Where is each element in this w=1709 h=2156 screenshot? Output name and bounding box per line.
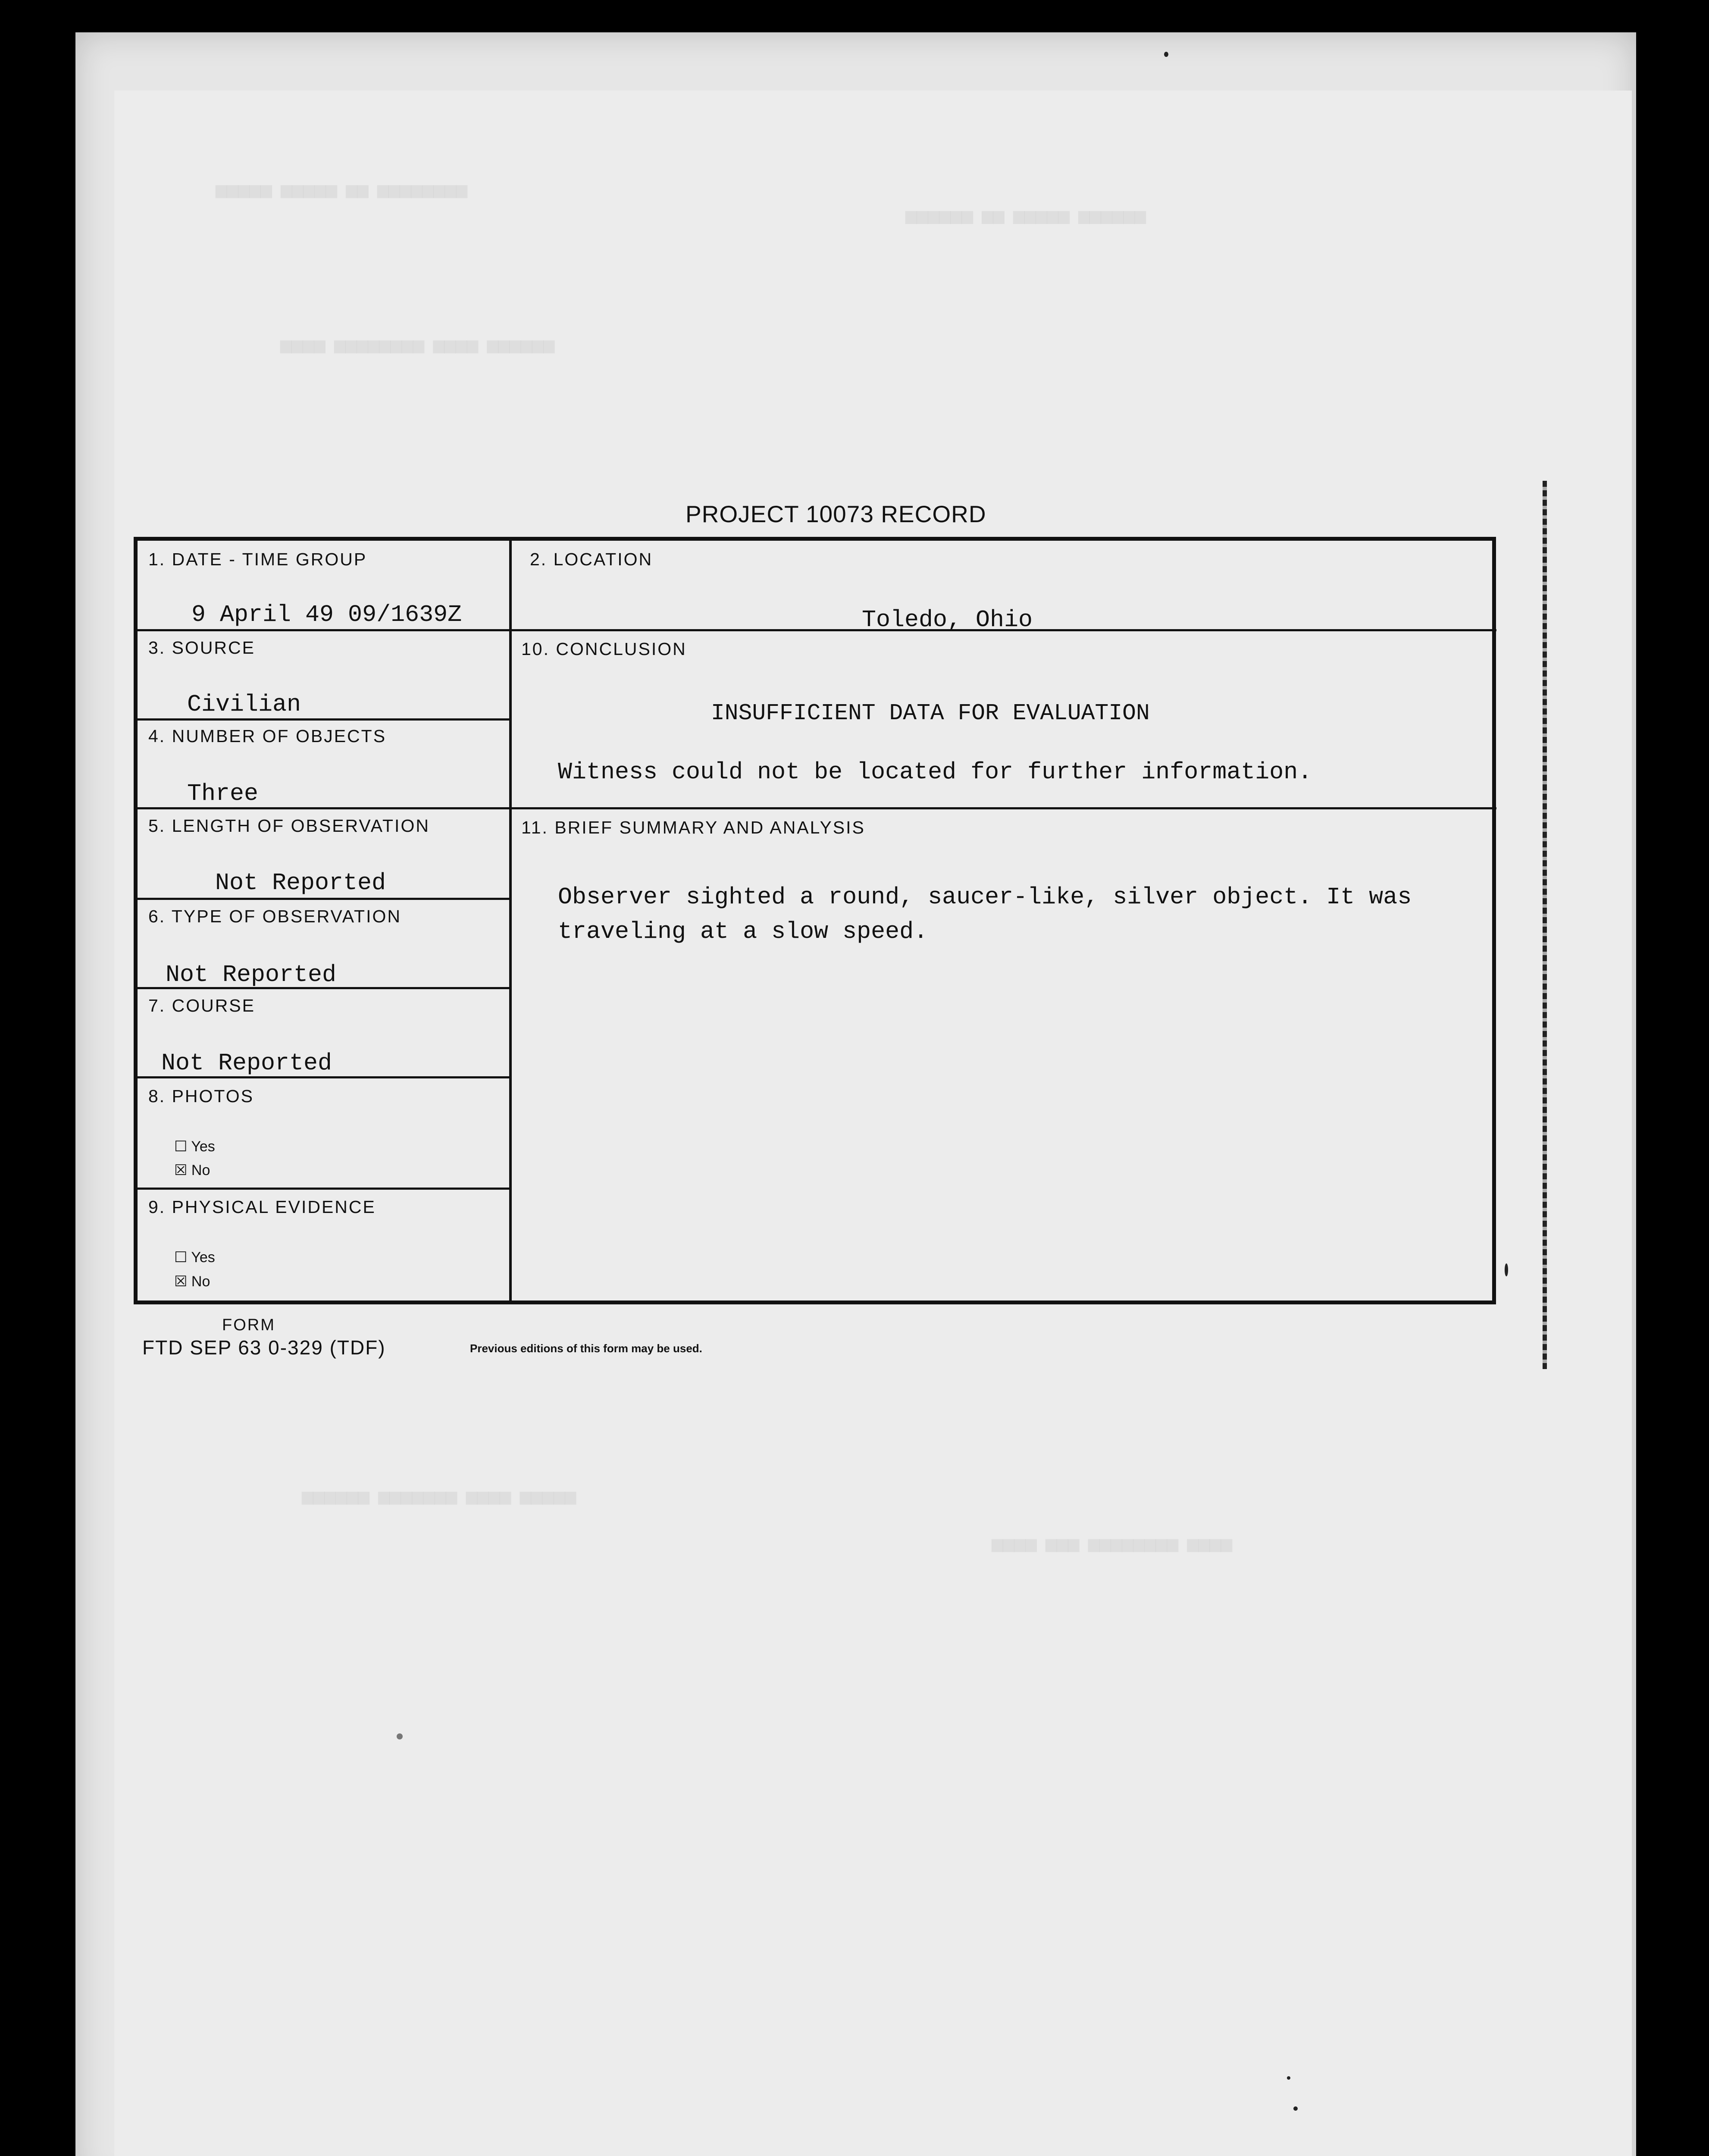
location-value: Toledo, Ohio — [862, 606, 1033, 633]
row-divider — [138, 1188, 509, 1190]
row-divider — [509, 807, 1496, 809]
bleed-through-text: ▆▆▆▆▆▆ ▆▆▆▆▆▆▆ ▆▆▆▆ ▆▆▆▆▆ — [302, 1489, 576, 1506]
physical-evidence-no-checkbox: ☒ No — [174, 1273, 210, 1290]
form-number: FTD SEP 63 0-329 (TDF) — [142, 1336, 386, 1359]
type-of-observation-value: Not Reported — [166, 961, 337, 988]
form-editions-note: Previous editions of this form may be used. — [470, 1342, 702, 1355]
row-divider — [138, 629, 509, 631]
source-label: 3. SOURCE — [148, 638, 255, 658]
row-divider — [138, 718, 509, 721]
scan-speck — [397, 1733, 403, 1739]
page-edge-shadow — [1543, 481, 1547, 1369]
length-of-observation-label: 5. LENGTH OF OBSERVATION — [148, 816, 430, 836]
scan-speck — [1164, 52, 1168, 57]
summary-label: 11. BRIEF SUMMARY AND ANALYSIS — [521, 818, 865, 837]
photos-label: 8. PHOTOS — [148, 1086, 254, 1106]
physical-evidence-yes-checkbox: ☐ Yes — [174, 1249, 215, 1266]
record-form — [134, 537, 1496, 1304]
bleed-through-text: ▆▆▆▆ ▆▆▆ ▆▆▆▆▆▆▆▆ ▆▆▆▆ — [992, 1537, 1233, 1553]
course-label: 7. COURSE — [148, 996, 255, 1015]
scan-speck — [1505, 1263, 1508, 1276]
bleed-through-text: ▆▆▆▆▆▆ ▆▆ ▆▆▆▆▆ ▆▆▆▆▆▆ — [905, 209, 1146, 225]
summary-line-2: traveling at a slow speed. — [558, 918, 928, 945]
conclusion-label: 10. CONCLUSION — [521, 639, 687, 659]
course-value: Not Reported — [161, 1050, 332, 1077]
location-label: 2. LOCATION — [530, 549, 653, 569]
column-divider — [509, 541, 512, 1304]
conclusion-heading: INSUFFICIENT DATA FOR EVALUATION — [711, 700, 1150, 726]
conclusion-text: Witness could not be located for further information. — [558, 758, 1312, 786]
source-value: Civilian — [187, 691, 301, 718]
bleed-through-text: ▆▆▆▆ ▆▆▆▆▆▆▆▆ ▆▆▆▆ ▆▆▆▆▆▆ — [280, 338, 555, 354]
number-of-objects-value: Three — [187, 780, 259, 807]
photos-yes-checkbox: ☐ Yes — [174, 1138, 215, 1155]
row-divider — [138, 807, 509, 809]
type-of-observation-label: 6. TYPE OF OBSERVATION — [148, 906, 401, 926]
bleed-through-text: ▆▆▆▆▆ ▆▆▆▆▆ ▆▆ ▆▆▆▆▆▆▆▆ — [216, 183, 468, 199]
photos-no-checkbox: ☒ No — [174, 1162, 210, 1178]
date-time-value: 9 April 49 09/1639Z — [191, 601, 462, 628]
form-label: FORM — [222, 1316, 275, 1334]
physical-evidence-label: 9. PHYSICAL EVIDENCE — [148, 1197, 376, 1217]
summary-line-1: Observer sighted a round, saucer-like, silver object. It was — [558, 884, 1412, 911]
date-time-label: 1. DATE - TIME GROUP — [148, 549, 367, 569]
scan-speck — [1287, 2076, 1290, 2080]
form-title: PROJECT 10073 RECORD — [685, 501, 986, 527]
scan-speck — [1293, 2106, 1298, 2111]
length-of-observation-value: Not Reported — [215, 869, 386, 896]
number-of-objects-label: 4. NUMBER OF OBJECTS — [148, 726, 387, 746]
row-divider — [138, 898, 509, 900]
